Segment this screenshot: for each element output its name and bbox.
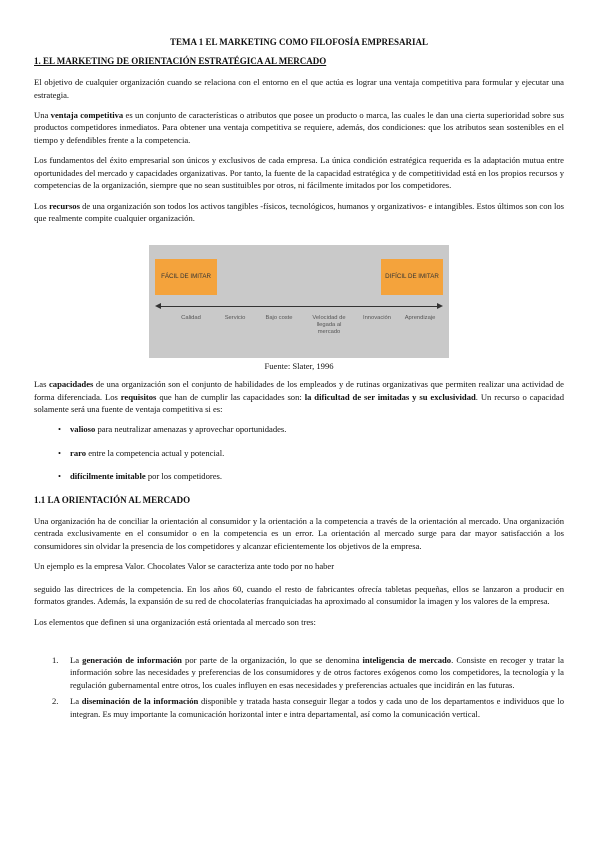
list-item <box>52 695 565 720</box>
bold-term: recursos <box>49 200 80 211</box>
bold-term: raro <box>70 447 87 458</box>
scale-label: Innovación <box>362 314 392 321</box>
paragraph <box>34 200 564 225</box>
text-run: La <box>70 696 82 707</box>
list-item <box>70 423 564 435</box>
text-run: de una organización son el conjunto de habilidades de los empleados y de rutinas organizativas que permiten realizar una actividad de forma diferenciada. Los <box>34 379 564 402</box>
scale-label: Calidad <box>181 314 201 321</box>
text-run: Los <box>34 200 50 211</box>
imitability-figure <box>149 245 449 358</box>
bullet-list <box>34 423 564 482</box>
list-item <box>70 470 564 482</box>
paragraph: seguido las directrices de la competencia. En los años 60, cuando el resto de fabricantes ofrecía tabletas pequeñas, ellos se lanzaron a producir en formatos grandes. Además, la expansión de su red de chocolaterías franquiciadas ha aproximado al consumidor la imagen y los valores de la empresa. <box>34 583 564 607</box>
section-heading-1-1: 1.1 LA ORIENTACIÓN AL MERCADO <box>34 494 191 505</box>
bold-term: ventaja competitiva <box>50 110 124 120</box>
text-run: de una organización son todos los activos tangibles -físicos, tecnológicos, humanos y organizativos- e intangibles. Estos últimos son con los que realmente compite cualquier organización. <box>34 200 564 224</box>
paragraph: Una organización ha de conciliar la orientación al consumidor y la orientación a la competencia a través de la orientación al mercado. Una organización centrada exclusivamente en el consumidor o en la competencia es un error. La orientación al mercado surge para dar mayor satisfacción a los consumidores sin olvidar la presencia de los competidores y alcanzar eficientemente los objetivos de la empresa. <box>34 515 564 551</box>
section-heading-1: 1. EL MARKETING DE ORIENTACIÓN ESTRATÉGICA AL MERCADO <box>34 56 327 67</box>
easy-to-imitate-box: FÁCIL DE IMITAR <box>155 259 217 295</box>
bold-term: diseminación de la información <box>81 696 199 707</box>
scale-label: Aprendizaje <box>404 314 436 321</box>
text-run: . Un recurso o capacidad solamente será una fuente de ventaja competitiva si es: <box>34 391 564 414</box>
text-run: Una <box>34 110 51 120</box>
text-run: por parte de la organización, lo que se denomina <box>181 655 363 666</box>
text-run: Las <box>34 379 49 390</box>
bold-term: difícilmente imitable <box>70 471 146 482</box>
list-item <box>52 654 564 691</box>
hard-to-imitate-box: DIFÍCIL DE IMITAR <box>381 259 443 295</box>
scale-label: Servicio <box>224 314 246 321</box>
scale-label: Velocidad de llegada al mercado <box>312 314 346 336</box>
bold-term: la dificultad de ser imitadas y su exclusividad <box>304 391 476 402</box>
text-run: para neutralizar amenazas y aprovechar oportunidades. <box>95 424 287 435</box>
numbered-list <box>34 654 564 720</box>
text-run: por los competidores. <box>145 471 223 482</box>
item-number: 2. <box>52 696 59 707</box>
figure-caption: Fuente: Slater, 1996 <box>264 360 334 371</box>
bold-term: requisitos <box>120 391 157 402</box>
paragraph <box>34 109 564 146</box>
paragraph: Un ejemplo es la empresa Valor. Chocolates Valor se caracteriza ante todo por no haber <box>34 561 335 572</box>
paragraph <box>34 378 564 415</box>
paragraph: Los fundamentos del éxito empresarial son únicos y exclusivos de cada empresa. La única condición estratégica requerida es la adaptación mutua entre oportunidades del mercado y capacidades organizativas. Por tanto, la fuente de la capacidad estratégica y de competitividad está en los propios recursos y competencias de la organización, siempre que no sean sustituibles por otros, ni fácilmente imitados por los competidores. <box>34 155 564 191</box>
text-run: que han de cumplir las capacidades son: <box>156 391 305 402</box>
text-run: La <box>70 655 83 666</box>
bold-term: capacidades <box>48 379 94 390</box>
text-run: entre la competencia actual y potencial. <box>86 447 225 458</box>
bold-term: inteligencia de mercado <box>362 655 452 666</box>
bold-term: valioso <box>70 424 96 435</box>
text-run: disponible y tratada hasta conseguir llegar a todos y cada uno de los departamentos e individuos que lo integran. Es muy importante la comunicación horizontal inter e intra departamental, así como la comunicación vertical. <box>70 696 565 719</box>
document-title: TEMA 1 EL MARKETING COMO FILOFOSÍA EMPRESARIAL <box>169 37 429 47</box>
text-run: es un conjunto de características o atributos que posee un producto o marca, las cuales le dan una cierta superioridad sobre sus productos competidores inmediatos. Para obtener una ventaja competitiva se requiere, además, dos condiciones: que los atributos sean sostenibles en el tiempo y defendibles frente a la competencia. <box>34 110 564 145</box>
scale-arrow-line <box>157 306 441 307</box>
scale-label: Bajo coste <box>265 314 293 321</box>
bold-term: generación de información <box>82 655 182 666</box>
paragraph: El objetivo de cualquier organización cuando se relaciona con el entorno en el que actúa es lograr una ventaja competitiva para formular y ejecutar una estrategia. <box>34 77 564 100</box>
text-run: . Consiste en recoger y tratar la información sobre las necesidades y preferencias de los consumidores y de otros factores exógenos como los competidores, la tecnología y la regulación gubernamental entre otros, los cuales influyen en esas necesidades y preferencias actuales que incidirán en las futuras. <box>70 655 564 690</box>
arrow-left-icon <box>155 303 161 309</box>
list-item <box>70 447 564 459</box>
arrow-right-icon <box>437 303 443 309</box>
paragraph: Los elementos que definen si una organización está orientada al mercado son tres: <box>34 616 316 627</box>
document-page <box>34 36 564 724</box>
item-number: 1. <box>52 655 59 666</box>
